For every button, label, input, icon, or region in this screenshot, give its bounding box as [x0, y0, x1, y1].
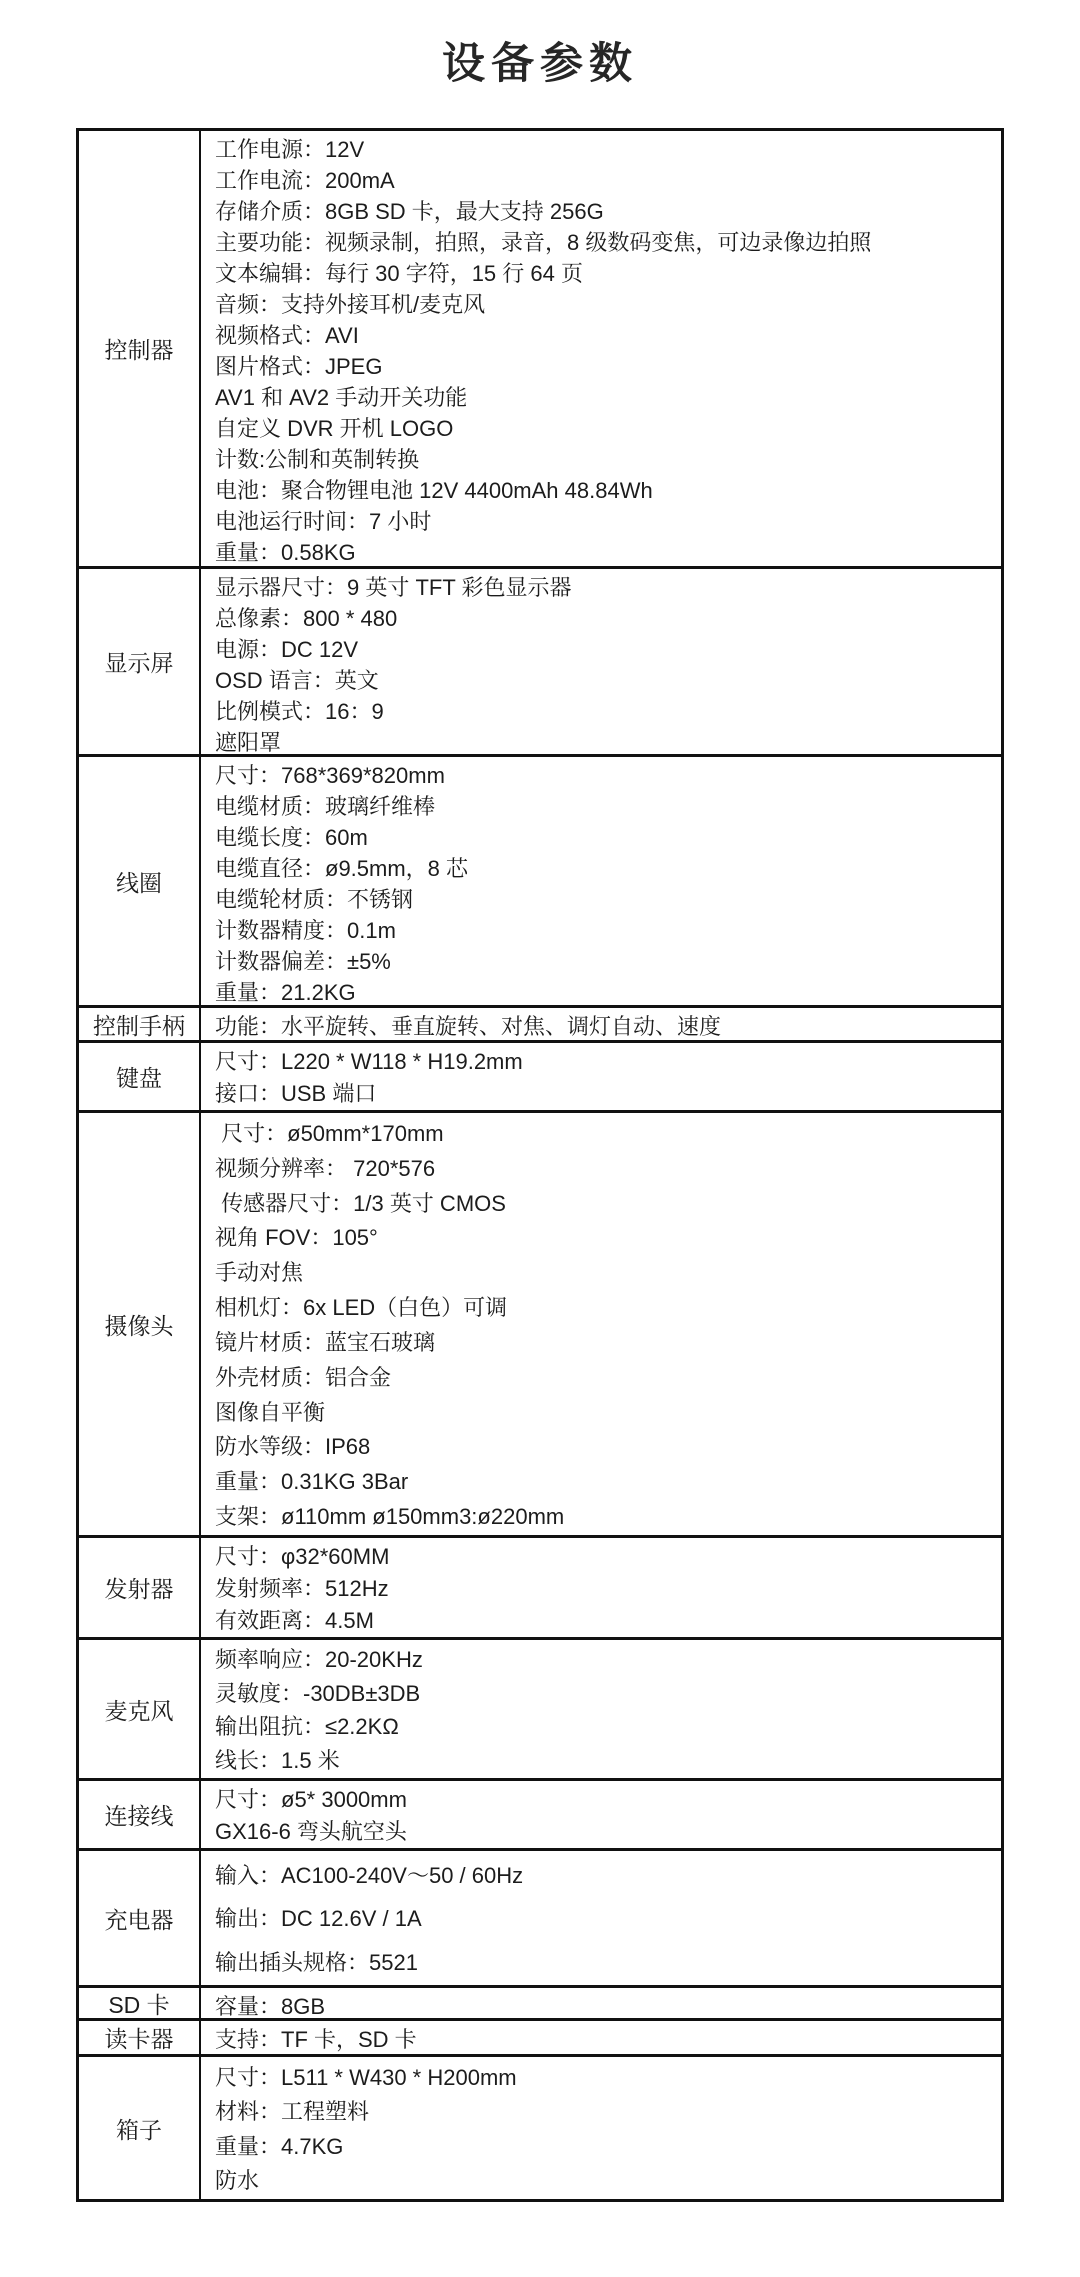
- spec-line-text: 输出：DC 12.6V / 1A: [215, 1906, 422, 1932]
- spec-line: [215, 1743, 983, 1777]
- spec-line: [215, 2094, 983, 2129]
- row-label-text: 显示屏: [104, 650, 174, 676]
- row-values: [201, 1851, 1001, 1985]
- row-values: [201, 131, 1001, 566]
- spec-line: [215, 1185, 983, 1220]
- spec-line: [215, 1219, 983, 1254]
- spec-line: [215, 1394, 983, 1429]
- spec-row-connect-cable: [79, 1778, 1001, 1848]
- spec-line-text: 输出阻抗：≤2.2KΩ: [215, 1714, 399, 1740]
- spec-line: [215, 1254, 983, 1289]
- spec-row-controller: [79, 131, 1001, 566]
- spec-line: [215, 664, 983, 695]
- spec-line: [215, 1709, 983, 1743]
- spec-line: [215, 1940, 983, 1983]
- spec-line: [215, 319, 983, 350]
- spec-row-keyboard: [79, 1040, 1001, 1110]
- spec-line: [215, 1150, 983, 1185]
- spec-line: [215, 1498, 983, 1533]
- spec-line-text: 频率响应：20-20KHz: [215, 1647, 423, 1673]
- spec-row-sd-card: [79, 1985, 1001, 2018]
- spec-row-card-reader: [79, 2018, 1001, 2054]
- spec-line-text: 主要功能：视频录制，拍照，录音，8 级数码变焦，可边录像边拍照: [215, 230, 872, 255]
- spec-line: [215, 1289, 983, 1324]
- row-label-text: 读卡器: [104, 2026, 174, 2052]
- spec-line: [215, 1045, 983, 1077]
- row-label: [79, 1851, 201, 1985]
- spec-line: [215, 133, 983, 164]
- row-values: [201, 2057, 1001, 2199]
- spec-line-text: 电缆直径：ø9.5mm，8 芯: [215, 856, 469, 881]
- spec-line: [215, 852, 983, 883]
- row-values: [201, 1781, 1001, 1848]
- row-label: [79, 131, 201, 566]
- spec-line-text: OSD 语言：英文: [215, 668, 379, 693]
- spec-line-text: 外壳材质：铝合金: [215, 1364, 392, 1390]
- spec-line: [215, 2023, 983, 2054]
- row-label-text: 发射器: [104, 1576, 174, 1602]
- row-label: [79, 569, 201, 754]
- spec-line-text: 图像自平衡: [215, 1399, 326, 1425]
- spec-line: [215, 474, 983, 505]
- spec-line: [215, 2128, 983, 2163]
- row-label-text: 线圈: [116, 869, 162, 896]
- spec-line-text: 支架：ø110mm ø150mm3:ø220mm: [215, 1504, 565, 1530]
- spec-line-text: 图片格式：JPEG: [215, 354, 383, 379]
- spec-line-text: 视角 FOV：105°: [215, 1225, 378, 1251]
- spec-line: [215, 2059, 983, 2094]
- spec-table: [76, 128, 1004, 2202]
- spec-line: [215, 633, 983, 664]
- row-label-text: SD 卡: [108, 1991, 170, 2018]
- row-values: [201, 1988, 1001, 2018]
- row-values: [201, 1113, 1001, 1535]
- spec-line-text: 遮阳罩: [215, 730, 282, 754]
- spec-line-text: 发射频率：512Hz: [215, 1576, 389, 1601]
- spec-line-text: 计数器精度：0.1m: [215, 918, 396, 943]
- spec-line-text: 相机灯：6x LED（白色）可调: [215, 1295, 508, 1321]
- spec-line: [215, 1359, 983, 1394]
- row-label-text: 键盘: [116, 1065, 162, 1091]
- spec-line-text: 电池运行时间：7 小时: [215, 509, 432, 534]
- spec-line: [215, 164, 983, 195]
- spec-line-text: 手动对焦: [215, 1260, 304, 1286]
- row-label-text: 连接线: [104, 1803, 174, 1829]
- spec-line-text: 工作电流：200mA: [215, 168, 395, 193]
- spec-line: [215, 257, 983, 288]
- spec-line-text: 尺寸：ø50mm*170mm: [215, 1120, 444, 1146]
- spec-line-text: 重量：0.31KG 3Bar: [215, 1469, 409, 1495]
- spec-line-text: 计数器偏差：±5%: [215, 949, 391, 974]
- spec-line-text: AV1 和 AV2 手动开关功能: [215, 385, 468, 410]
- spec-line-text: 容量：8GB: [215, 1994, 326, 2018]
- row-values: [201, 1043, 1001, 1110]
- spec-line: [215, 571, 983, 602]
- spec-line-text: 电缆轮材质：不锈钢: [215, 887, 414, 912]
- spec-line-text: 线长：1.5 米: [215, 1747, 340, 1773]
- spec-line-text: 文本编辑：每行 30 字符，15 行 64 页: [215, 261, 583, 286]
- row-label: [79, 1640, 201, 1778]
- spec-line: [215, 1115, 983, 1150]
- spec-line-text: 传感器尺寸：1/3 英寸 CMOS: [215, 1190, 506, 1216]
- row-label: [79, 1988, 201, 2018]
- spec-line-text: 重量：4.7KG: [215, 2133, 344, 2159]
- spec-line: [215, 1676, 983, 1710]
- spec-line-text: 比例模式：16：9: [215, 699, 384, 724]
- spec-line: [215, 1642, 983, 1676]
- spec-line: [215, 350, 983, 381]
- row-values: [201, 569, 1001, 754]
- spec-row-microphone: [79, 1637, 1001, 1778]
- row-label-text: 麦克风: [104, 1697, 174, 1724]
- spec-row-box: [79, 2054, 1001, 2199]
- spec-line: [215, 505, 983, 536]
- row-label: [79, 1043, 201, 1110]
- spec-line: [215, 790, 983, 821]
- spec-line: [215, 1540, 983, 1572]
- spec-line-text: 工作电源：12V: [215, 137, 365, 162]
- spec-line: [215, 226, 983, 257]
- spec-row-charger: [79, 1848, 1001, 1985]
- spec-line: [215, 726, 983, 754]
- spec-line-text: 支持：TF 卡，SD 卡: [215, 2027, 417, 2052]
- spec-line-text: 视频格式：AVI: [215, 323, 359, 348]
- spec-line-text: 尺寸：768*369*820mm: [215, 763, 445, 788]
- row-label: [79, 2057, 201, 2199]
- spec-line-text: 镜片材质：蓝宝石玻璃: [215, 1329, 436, 1355]
- spec-line: [215, 695, 983, 726]
- spec-line: [215, 1815, 983, 1847]
- spec-line: [215, 195, 983, 226]
- spec-line-text: 重量：0.58KG: [215, 540, 356, 565]
- spec-line-text: 尺寸：L220 * W118 * H19.2mm: [215, 1049, 523, 1075]
- row-label: [79, 1538, 201, 1637]
- spec-line-text: 显示器尺寸：9 英寸 TFT 彩色显示器: [215, 575, 572, 600]
- spec-line: [215, 759, 983, 790]
- spec-line-text: 总像素：800 * 480: [215, 606, 398, 631]
- row-values: [201, 1640, 1001, 1778]
- row-label: [79, 2021, 201, 2054]
- spec-row-display: [79, 566, 1001, 754]
- spec-line-text: 重量：21.2KG: [215, 980, 356, 1005]
- spec-line: [215, 536, 983, 566]
- spec-line: [215, 1783, 983, 1815]
- spec-line: [215, 945, 983, 976]
- spec-line: [215, 381, 983, 412]
- spec-line-text: 防水等级：IP68: [215, 1434, 371, 1460]
- spec-line-text: GX16-6 弯头航空头: [215, 1818, 407, 1844]
- row-label-text: 充电器: [104, 1906, 174, 1933]
- row-values: [201, 2021, 1001, 2054]
- spec-row-camera: [79, 1110, 1001, 1535]
- spec-line: [215, 1324, 983, 1359]
- spec-line: [215, 1077, 983, 1109]
- row-label: [79, 1113, 201, 1535]
- spec-line-text: 尺寸：ø5* 3000mm: [215, 1787, 407, 1813]
- spec-line: [215, 1896, 983, 1939]
- spec-line-text: 有效距离：4.5M: [215, 1607, 374, 1633]
- row-label-text: 摄像头: [104, 1312, 174, 1339]
- spec-line-text: 功能：水平旋转、垂直旋转、对焦、调灯自动、速度: [215, 1014, 722, 1039]
- spec-line: [215, 821, 983, 852]
- spec-line: [215, 412, 983, 443]
- spec-row-transmitter: [79, 1535, 1001, 1637]
- spec-line-text: 输出插头规格：5521: [215, 1949, 418, 1975]
- spec-line-text: 接口：USB 端口: [215, 1080, 377, 1106]
- spec-line: [215, 883, 983, 914]
- spec-line-text: 电源：DC 12V: [215, 637, 359, 662]
- spec-line: [215, 1428, 983, 1463]
- spec-line-text: 防水: [215, 2168, 260, 2194]
- spec-line: [215, 2163, 983, 2198]
- row-label-text: 箱子: [116, 2116, 162, 2143]
- row-values: [201, 757, 1001, 1005]
- spec-line-text: 计数:公制和英制转换: [215, 447, 420, 472]
- spec-line: [215, 976, 983, 1005]
- row-values: [201, 1538, 1001, 1637]
- spec-line: [215, 914, 983, 945]
- spec-line: [215, 1463, 983, 1498]
- row-label: [79, 1781, 201, 1848]
- spec-row-control-handle: [79, 1005, 1001, 1040]
- spec-line: [215, 1603, 983, 1635]
- row-label-text: 控制器: [104, 337, 174, 363]
- spec-line: [215, 288, 983, 319]
- row-values: [201, 1008, 1001, 1040]
- spec-line-text: 灵敏度：-30DB±3DB: [215, 1680, 421, 1706]
- spec-line: [215, 1990, 983, 2018]
- spec-line-text: 存储介质：8GB SD 卡，最大支持 256G: [215, 199, 604, 224]
- spec-line-text: 电缆材质：玻璃纤维棒: [215, 794, 436, 819]
- spec-line: [215, 1010, 983, 1040]
- spec-line: [215, 443, 983, 474]
- spec-line-text: 视频分辨率： 720*576: [215, 1155, 436, 1181]
- row-label: [79, 757, 201, 1005]
- row-label: [79, 1008, 201, 1040]
- spec-line: [215, 1572, 983, 1604]
- spec-line-text: 自定义 DVR 开机 LOGO: [215, 416, 454, 441]
- spec-line-text: 音频：支持外接耳机/麦克风: [215, 292, 486, 317]
- row-label-text: 控制手柄: [93, 1012, 185, 1039]
- spec-line-text: 材料：工程塑料: [215, 2099, 370, 2125]
- spec-line-text: 电缆长度：60m: [215, 825, 368, 850]
- spec-row-coil: [79, 754, 1001, 1005]
- spec-line: [215, 602, 983, 633]
- spec-line-text: 输入：AC100-240V〜50 / 60Hz: [215, 1863, 524, 1889]
- spec-line-text: 尺寸：L511 * W430 * H200mm: [215, 2064, 517, 2090]
- spec-line: [215, 1853, 983, 1896]
- spec-line-text: 电池：聚合物锂电池 12V 4400mAh 48.84Wh: [215, 478, 653, 503]
- page-title: 设备参数: [442, 40, 638, 88]
- spec-line-text: 尺寸：φ32*60MM: [215, 1544, 390, 1570]
